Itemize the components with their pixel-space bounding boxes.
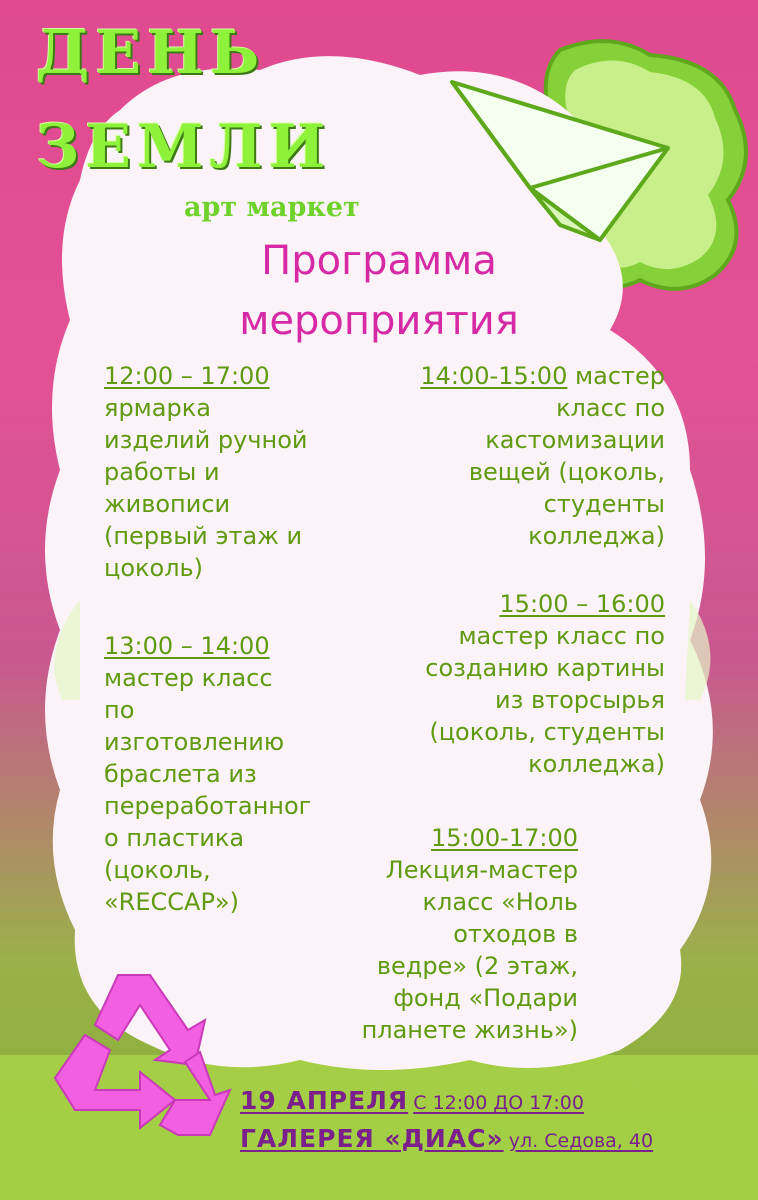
schedule-line: (первый этаж и [104,522,303,550]
schedule-line: ярмарка [104,394,211,422]
schedule-line: браслета из [104,760,257,788]
schedule-line: колледжа) [528,522,665,550]
schedule-line: мастер класс по [458,622,665,650]
event-title-line1: ДЕНЬ [36,18,266,88]
schedule-time: 15:00-17:00 [431,824,578,852]
schedule-line: Лекция-мастер [385,856,578,884]
event-subtitle: арт маркет [184,192,360,223]
schedule-time: 14:00-15:00 [420,362,568,390]
schedule-time: 15:00 – 16:00 [499,590,665,618]
schedule-time: 13:00 – 14:00 [104,632,270,660]
event-title-line2: ЗЕМЛИ [36,112,332,182]
schedule-line: (цоколь, [104,856,211,884]
schedule-line: «RECCAP») [104,888,239,916]
program-heading-line1: Программа [261,238,497,284]
schedule-item-painting-workshop [380,588,665,780]
program-heading-line2: мероприятия [239,298,519,344]
schedule-line: из вторсырья [495,686,665,714]
schedule-line: отходов в [453,920,578,948]
schedule-line: класс «Ноль [422,888,578,916]
schedule-line: колледжа) [528,750,665,778]
schedule-line: (цоколь, студенты [429,718,665,746]
event-hours: С 12:00 ДО 17:00 [413,1092,584,1114]
schedule-line: фонд «Подари [393,984,578,1012]
event-venue-line [240,1124,653,1153]
event-date-line [240,1086,584,1115]
event-date: 19 АПРЕЛЯ [240,1086,409,1115]
schedule-time: 12:00 – 17:00 [104,362,270,390]
schedule-line: о пластика [104,824,245,852]
schedule-line: созданию картины [425,654,665,682]
schedule-line: по [104,696,135,724]
schedule-line: изготовлению [104,728,285,756]
schedule-line: класс по [556,394,665,422]
schedule-item-customization-workshop [380,360,665,552]
schedule-line: планете жизнь») [361,1016,578,1044]
schedule-line: студенты [543,490,665,518]
schedule-line: живописи [104,490,231,518]
event-venue: ГАЛЕРЕЯ «ДИАС» [240,1124,504,1153]
schedule-line: цоколь) [104,554,204,582]
schedule-line: работы и [104,458,220,486]
schedule-line: ведре» (2 этаж, [376,952,578,980]
schedule-line: переработанног [104,792,312,820]
schedule-line: кастомизации [485,426,665,454]
schedule-item-zero-waste-lecture [330,822,578,1046]
schedule-line: вещей (цоколь, [468,458,665,486]
schedule-item-fair [104,360,384,584]
event-address: ул. Седова, 40 [508,1130,654,1152]
schedule-line: мастер класс [104,664,273,692]
schedule-line: мастер [575,362,665,390]
schedule-line: изделий ручной [104,426,308,454]
